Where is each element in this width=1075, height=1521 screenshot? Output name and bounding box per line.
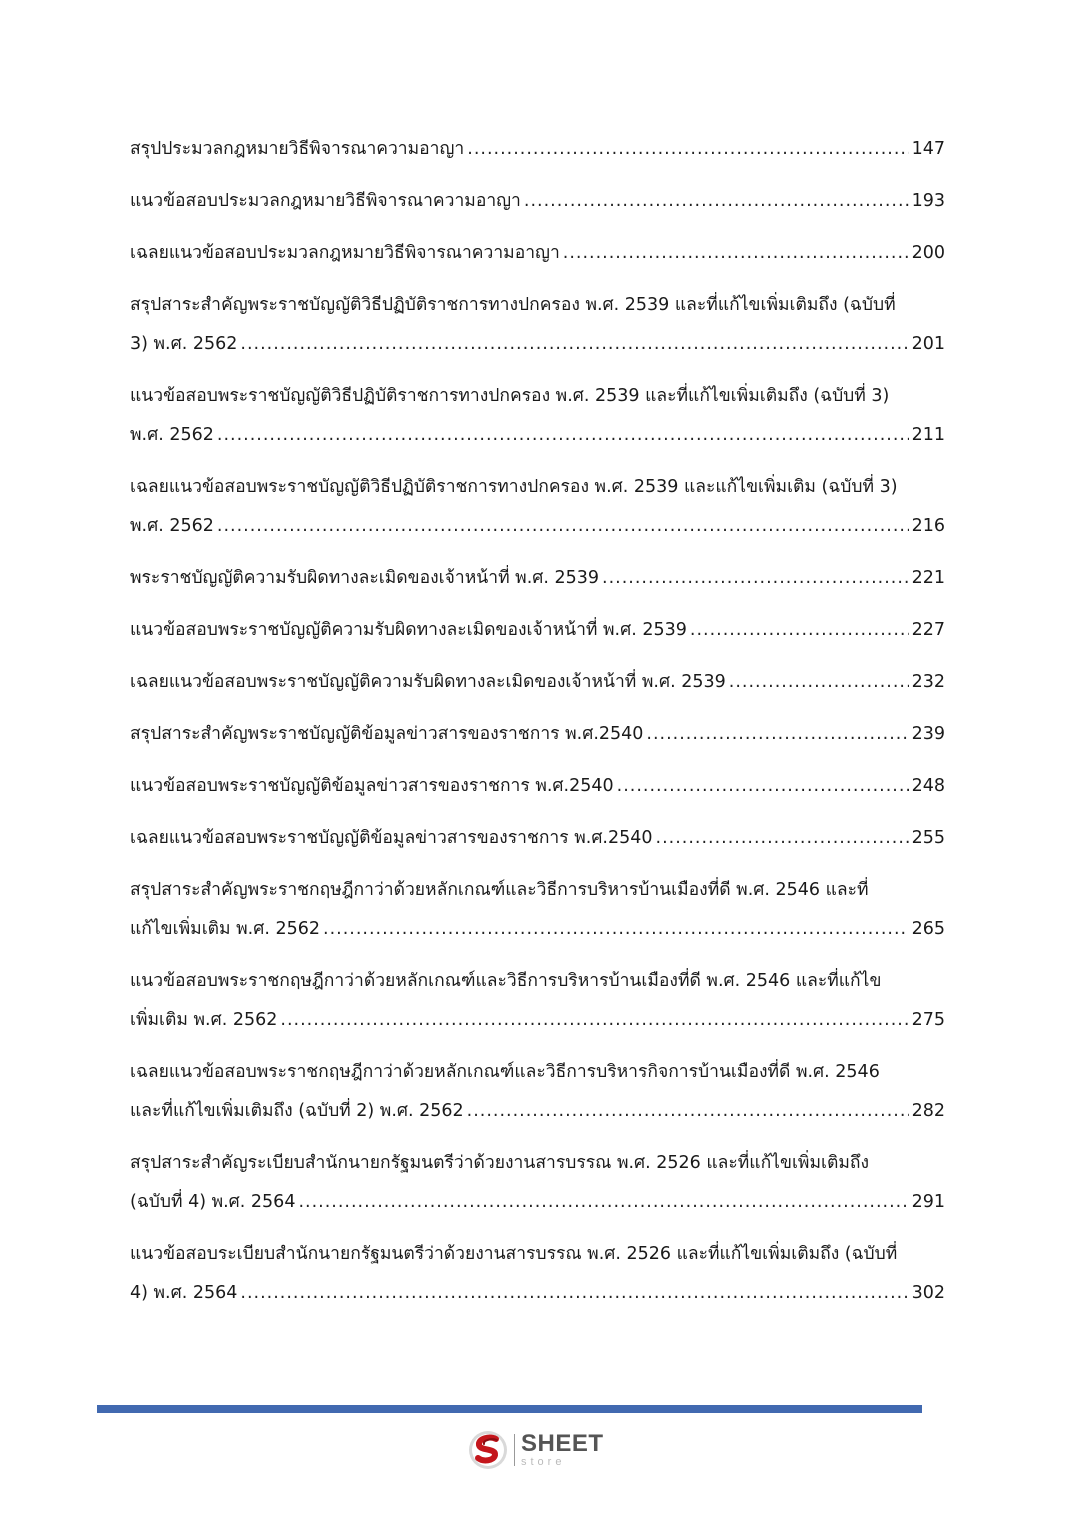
toc-entry-title-line: เฉลยแนวข้อสอบพระราชบัญญัติข้อมูลข่าวสารของราชการ พ.ศ.2540 — [130, 828, 653, 848]
toc-page-number: 232 — [911, 672, 945, 692]
toc-entry-title-line: สรุปสาระสำคัญระเบียบสำนักนายกรัฐมนตรีว่าด้วยงานสารบรรณ พ.ศ. 2526 และที่แก้ไขเพิ่มเติมถึง — [130, 1153, 870, 1173]
toc-page-number: 248 — [911, 776, 945, 796]
toc-entry-title-line: สรุปสาระสำคัญพระราชกฤษฎีกาว่าด้วยหลักเกณฑ์และวิธีการบริหารบ้านเมืองที่ดี พ.ศ. 2546 และที่ — [130, 880, 869, 900]
toc-page-number: 200 — [911, 243, 945, 263]
toc-page-number: 302 — [911, 1283, 945, 1303]
toc-leader-dots — [690, 611, 909, 650]
toc-page-number: 265 — [911, 919, 945, 939]
toc-page-number: 239 — [911, 724, 945, 744]
toc-entry — [130, 767, 945, 806]
toc-entry-last-line — [130, 910, 945, 949]
toc-entry — [130, 377, 945, 455]
toc-entry-last-line — [130, 130, 945, 169]
toc-entry-last-line — [130, 325, 945, 364]
toc-entry — [130, 1144, 945, 1222]
toc-entry-last-line — [130, 1001, 945, 1040]
toc-leader-dots — [323, 910, 909, 949]
toc-leader-dots — [729, 663, 909, 702]
toc-leader-dots — [467, 1092, 909, 1131]
toc-leader-dots — [617, 767, 909, 806]
toc-leader-dots — [217, 507, 909, 546]
toc-leader-dots — [240, 325, 908, 364]
toc-page-number: 221 — [911, 568, 945, 588]
table-of-contents — [130, 130, 945, 1326]
toc-entry-last-line — [130, 1092, 945, 1131]
toc-leader-dots — [217, 416, 909, 455]
toc-entry-last-line — [130, 559, 945, 598]
toc-entry-last-line — [130, 182, 945, 221]
toc-entry-title-line: แนวข้อสอบพระราชกฤษฎีกาว่าด้วยหลักเกณฑ์และวิธีการบริหารบ้านเมืองที่ดี พ.ศ. 2546 และที่แก้ไข — [130, 971, 882, 991]
toc-leader-dots — [563, 234, 909, 273]
toc-entry — [130, 871, 945, 949]
toc-entry-title-line: แนวข้อสอบประมวลกฎหมายวิธีพิจารณาความอาญา — [130, 191, 521, 211]
toc-entry-title-line: เฉลยแนวข้อสอบพระราชบัญญัติวิธีปฏิบัติราชการทางปกครอง พ.ศ. 2539 และแก้ไขเพิ่มเติม (ฉบับที่ 3) — [130, 477, 898, 497]
toc-leader-dots — [602, 559, 909, 598]
toc-entry-title-line: 4) พ.ศ. 2564 — [130, 1283, 238, 1303]
toc-entry-title-line: แนวข้อสอบพระราชบัญญัติวิธีปฏิบัติราชการทางปกครอง พ.ศ. 2539 และที่แก้ไขเพิ่มเติมถึง (ฉบับที่ 3) — [130, 386, 890, 406]
toc-entry — [130, 182, 945, 221]
toc-entry-title-line: สรุปสาระสำคัญพระราชบัญญัติข้อมูลข่าวสารของราชการ พ.ศ.2540 — [130, 724, 644, 744]
logo-word: SHEET — [521, 1430, 604, 1457]
toc-page-number: 282 — [911, 1101, 945, 1121]
toc-entry — [130, 715, 945, 754]
toc-entry-title-line: สรุปสาระสำคัญพระราชบัญญัติวิธีปฏิบัติราชการทางปกครอง พ.ศ. 2539 และที่แก้ไขเพิ่มเติมถึง (ฉบับที่ — [130, 295, 896, 315]
toc-entry — [130, 819, 945, 858]
toc-entry-last-line — [130, 234, 945, 273]
toc-entry-title-line: แนวข้อสอบระเบียบสำนักนายกรัฐมนตรีว่าด้วยงานสารบรรณ พ.ศ. 2526 และที่แก้ไขเพิ่มเติมถึง (ฉบับที่ — [130, 1244, 898, 1264]
toc-leader-dots — [524, 182, 909, 221]
toc-page-number: 216 — [911, 516, 945, 536]
toc-entry — [130, 611, 945, 650]
toc-entry-title-line: 3) พ.ศ. 2562 — [130, 334, 238, 354]
toc-entry-title-line: สรุปประมวลกฎหมายวิธีพิจารณาความอาญา — [130, 139, 465, 159]
toc-entry-title-line: พ.ศ. 2562 — [130, 516, 214, 536]
toc-entry-last-line — [130, 819, 945, 858]
toc-page-number: 193 — [911, 191, 945, 211]
toc-entry — [130, 1235, 945, 1313]
toc-entry-title-line: เฉลยแนวข้อสอบพระราชกฤษฎีกาว่าด้วยหลักเกณฑ์และวิธีการบริหารกิจการบ้านเมืองที่ดี พ.ศ. 2546 — [130, 1062, 880, 1082]
toc-leader-dots — [240, 1274, 908, 1313]
logo-text — [521, 1432, 604, 1468]
toc-entry — [130, 1053, 945, 1131]
toc-entry-title-line: เพิ่มเติม พ.ศ. 2562 — [130, 1010, 278, 1030]
toc-entry-title-line: แก้ไขเพิ่มเติม พ.ศ. 2562 — [130, 919, 321, 939]
toc-entry — [130, 559, 945, 598]
toc-entry-title-line: และที่แก้ไขเพิ่มเติมถึง (ฉบับที่ 2) พ.ศ. 2562 — [130, 1101, 464, 1121]
toc-entry-last-line — [130, 767, 945, 806]
toc-entry-last-line — [130, 715, 945, 754]
toc-page-number: 291 — [911, 1192, 945, 1212]
toc-entry-title-line: แนวข้อสอบพระราชบัญญัติข้อมูลข่าวสารของราชการ พ.ศ.2540 — [130, 776, 614, 796]
toc-entry-title-line: พ.ศ. 2562 — [130, 425, 214, 445]
toc-entry-last-line — [130, 416, 945, 455]
toc-page-number: 227 — [911, 620, 945, 640]
toc-entry-last-line — [130, 611, 945, 650]
toc-leader-dots — [298, 1183, 908, 1222]
toc-leader-dots — [280, 1001, 908, 1040]
toc-page-number: 275 — [911, 1010, 945, 1030]
toc-page-number: 147 — [911, 139, 945, 159]
logo-divider — [514, 1434, 515, 1466]
toc-page-number: 201 — [911, 334, 945, 354]
toc-entry — [130, 468, 945, 546]
toc-leader-dots — [646, 715, 908, 754]
toc-entry-title-line: (ฉบับที่ 4) พ.ศ. 2564 — [130, 1192, 296, 1212]
toc-leader-dots — [467, 130, 908, 169]
toc-entry-title-line: พระราชบัญญัติความรับผิดทางละเมิดของเจ้าหน้าที่ พ.ศ. 2539 — [130, 568, 600, 588]
toc-entry-last-line — [130, 1183, 945, 1222]
toc-entry — [130, 286, 945, 364]
footer-divider — [97, 1405, 922, 1413]
toc-page-number: 211 — [911, 425, 945, 445]
toc-entry-last-line — [130, 663, 945, 702]
toc-entry-title-line: เฉลยแนวข้อสอบพระราชบัญญัติความรับผิดทางละเมิดของเจ้าหน้าที่ พ.ศ. 2539 — [130, 672, 726, 692]
toc-entry — [130, 234, 945, 273]
toc-entry-last-line — [130, 1274, 945, 1313]
logo-sub: store — [521, 1456, 566, 1468]
toc-entry-title-line: แนวข้อสอบพระราชบัญญัติความรับผิดทางละเมิดของเจ้าหน้าที่ พ.ศ. 2539 — [130, 620, 687, 640]
toc-page-number: 255 — [911, 828, 945, 848]
toc-entry — [130, 962, 945, 1040]
sheet-store-s-logo-icon — [466, 1428, 510, 1472]
toc-entry — [130, 130, 945, 169]
toc-entry-title-line: เฉลยแนวข้อสอบประมวลกฎหมายวิธีพิจารณาความอาญา — [130, 243, 560, 263]
sheet-store-logo — [466, 1428, 604, 1472]
toc-entry — [130, 663, 945, 702]
toc-entry-last-line — [130, 507, 945, 546]
toc-leader-dots — [656, 819, 909, 858]
